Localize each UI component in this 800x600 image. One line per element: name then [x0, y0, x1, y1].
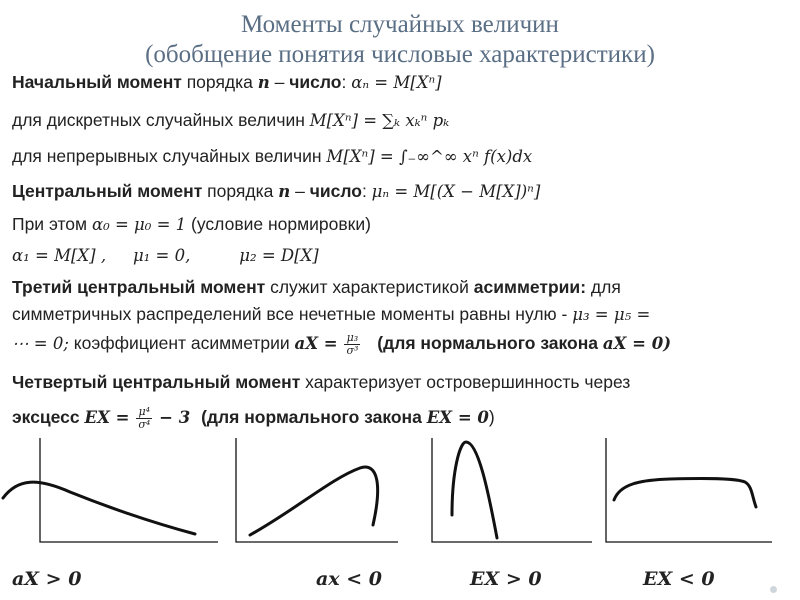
text: для	[586, 277, 621, 297]
term-number: число	[289, 72, 342, 92]
formula-mu2: μ₂ = D[X]	[239, 246, 319, 265]
colon: :	[341, 72, 352, 92]
minus-three: − 3	[159, 408, 191, 427]
term-third-moment: Третий центральный момент	[12, 277, 266, 297]
text: для дискретных случайных величин	[12, 110, 310, 130]
fraction-mu3-sigma3	[344, 332, 360, 357]
first-moments-line	[12, 242, 792, 269]
numerator: μ⁴	[136, 406, 152, 419]
formula-initial-moment: αₙ = M[Xⁿ]	[351, 73, 442, 92]
third-moment-line	[12, 274, 792, 300]
order-symbol: n	[278, 182, 291, 201]
axes-plot-4	[606, 438, 772, 542]
excess-line	[12, 404, 792, 431]
order-symbol: n	[257, 73, 270, 92]
slide-title-line1: Моменты случайных величин	[241, 11, 559, 38]
initial-moment-definition	[12, 69, 792, 96]
normalization-line	[12, 211, 792, 238]
text: служит характеристикой	[265, 277, 474, 297]
caption-positive-excess: EX > 0	[470, 568, 542, 590]
numerator: μ₃	[344, 332, 360, 345]
slide-title	[0, 10, 800, 70]
note: (условие нормировки)	[186, 214, 371, 234]
text: коэффициент асимметрии	[68, 333, 295, 353]
curves	[3, 442, 756, 538]
term-initial-moment: Начальный момент	[12, 72, 182, 92]
caption-negative-excess: EX < 0	[643, 568, 715, 590]
text: характеризует островершинность через	[300, 372, 631, 392]
slide-title-line2: (обобщение понятия числовые характеристики)	[145, 41, 655, 68]
formula-discrete: M[Xⁿ] = ∑ₖ xₖⁿ pₖ	[309, 111, 450, 130]
fraction-mu4-sigma4	[136, 406, 152, 431]
text: симметричных распределений все нечетные моменты равны нулю -	[12, 304, 573, 324]
caption-negative-asymmetry: aх < 0	[316, 568, 383, 590]
dash: –	[290, 181, 310, 201]
term-fourth-moment: Четвертый центральный момент	[12, 372, 301, 392]
dash: –	[269, 72, 290, 92]
asymmetry-coefficient-line	[12, 330, 792, 357]
odd-moments-line	[12, 301, 792, 328]
axes-plot-2	[236, 438, 398, 542]
formula-ex: EX =	[84, 408, 130, 427]
caption-positive-asymmetry: aX > 0	[12, 568, 82, 590]
formula-central-moment: μₙ = M[(X − M[X])ⁿ]	[371, 182, 541, 201]
formula-alpha1: α₁ = M[X] ,	[12, 246, 107, 265]
curve-negative-asymmetry	[250, 467, 378, 535]
denominator: σ⁴	[138, 417, 151, 431]
discrete-formula-line	[12, 107, 792, 134]
formula-ax: aX =	[294, 334, 338, 353]
normal-law-note: (для нормального закона	[377, 333, 603, 353]
formula-normalization: α₀ = μ₀ = 1	[91, 215, 187, 234]
central-moment-definition	[12, 178, 792, 205]
term-number: число	[309, 181, 362, 201]
formula-odd-moments: μ₃ = μ₅ =	[572, 305, 651, 324]
formula-mu1: μ₁ = 0,	[132, 246, 191, 265]
formula-ax-zero: aX = 0)	[602, 334, 672, 353]
term-asymmetry: асимметрии:	[473, 277, 587, 297]
axes	[40, 438, 772, 542]
text: При этом	[12, 214, 92, 234]
distribution-curves	[0, 430, 800, 565]
continuous-formula-line	[12, 143, 792, 170]
curve-positive-excess	[452, 442, 497, 538]
curve-positive-asymmetry	[3, 482, 195, 534]
colon: :	[361, 181, 372, 201]
term-central-moment: Центральный момент	[12, 181, 203, 201]
axes-plot-3	[432, 438, 592, 542]
denominator: σ³	[346, 343, 359, 357]
fourth-moment-line	[12, 369, 792, 395]
normal-law-note: (для нормального закона	[201, 407, 427, 427]
slide-nav-dot[interactable]	[770, 586, 777, 593]
text: порядка	[181, 72, 258, 92]
close-paren: )	[488, 407, 495, 427]
term-excess: эксцесс	[12, 407, 80, 427]
curve-negative-excess	[614, 478, 756, 507]
formula-ex-zero: EX = 0	[426, 408, 489, 427]
text: порядка	[202, 181, 279, 201]
text: для непрерывных случайных величин	[12, 146, 327, 166]
formula-continuous: M[Xⁿ] = ∫₋∞^∞ xⁿ f(x)dx	[326, 147, 533, 166]
formula-ellipsis: ⋯ = 0;	[12, 334, 69, 353]
